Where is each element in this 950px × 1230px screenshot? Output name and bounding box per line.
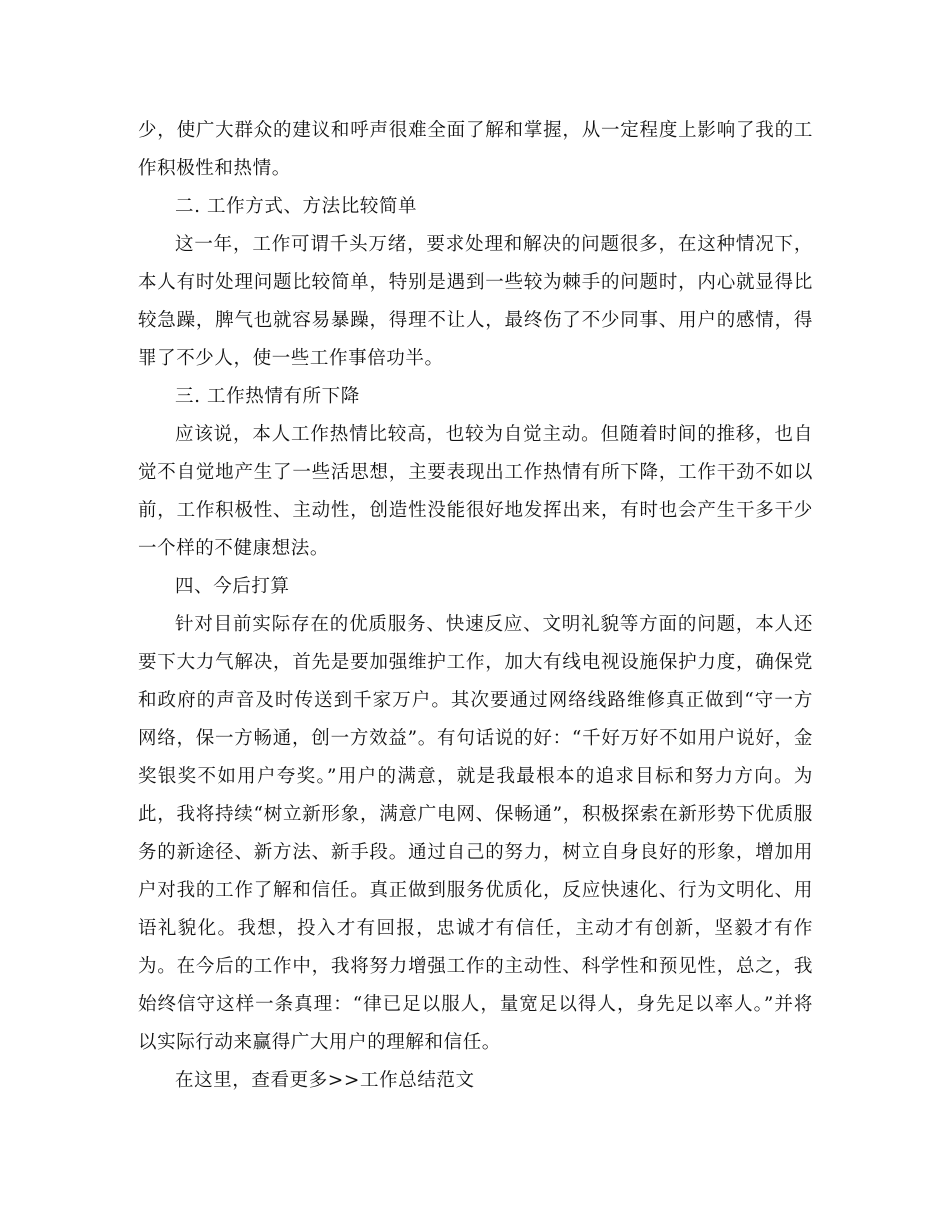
paragraph-section-4: 针对目前实际存在的优质服务、快速反应、文明礼貌等方面的问题，本人还要下大力气解决，首先是要加强维护工作，加大有线电视设施保护力度，确保党和政府的声音及时传送到千家万户。其次要通过网络线路维修真正做到“守一方网络，保一方畅通，创一方效益”。有句话说的好：“千好万好不如用户说好，金奖银奖不如用户夸奖。”用户的满意，就是我最根本的追求目标和努力方向。为此，我将持续“树立新形象，满意广电网、保畅通”，积极探索在新形势下优质服务的新途径、新方法、新手段。通过自己的努力，树立自身良好的形象，增加用户对我的工作了解和信任。真正做到服务优质化，反应快速化、行为文明化、用语礼貌化。我想，投入才有回报，忠诚才有信任，主动才有创新，坚毅才有作为。在今后的工作中，我将努力增强工作的主动性、科学性和预见性，总之，我始终信守这样一条真理：“律已足以服人，量宽足以得人，身先足以率人。”并将以实际行动来赢得广大用户的理解和信任。 <box>138 614 813 1053</box>
paragraph-section-3: 应该说，本人工作热情比较高，也较为自觉主动。但随着时间的推移，也自觉不自觉地产生了一些活思想，主要表现出工作热情有所下降，工作干劲不如以前，工作积极性、主动性，创造性没能很好地发挥出来，有时也会产生干多干少一个样的不健康想法。 <box>138 424 813 559</box>
section-heading-4: 四、今后打算 <box>175 576 290 597</box>
section-heading-2: 二. 工作方式、方法比较简单 <box>175 196 418 217</box>
document-body <box>138 112 813 1100</box>
paragraph-section-2: 这一年，工作可谓千头万绪，要求处理和解决的问题很多，在这种情况下，本人有时处理问题比较简单，特别是遇到一些较为棘手的问题时，内心就显得比较急躁，脾气也就容易暴躁，得理不让人，最终伤了不少同事、用户的感情，得罪了不少人，使一些工作事倍功半。 <box>138 234 813 369</box>
paragraph-continuation: 少，使广大群众的建议和呼声很难全面了解和掌握，从一定程度上影响了我的工作积极性和热情。 <box>138 120 813 179</box>
more-link-line[interactable]: 在这里，查看更多>>工作总结范文 <box>175 1070 475 1091</box>
section-heading-3: 三. 工作热情有所下降 <box>175 386 360 407</box>
